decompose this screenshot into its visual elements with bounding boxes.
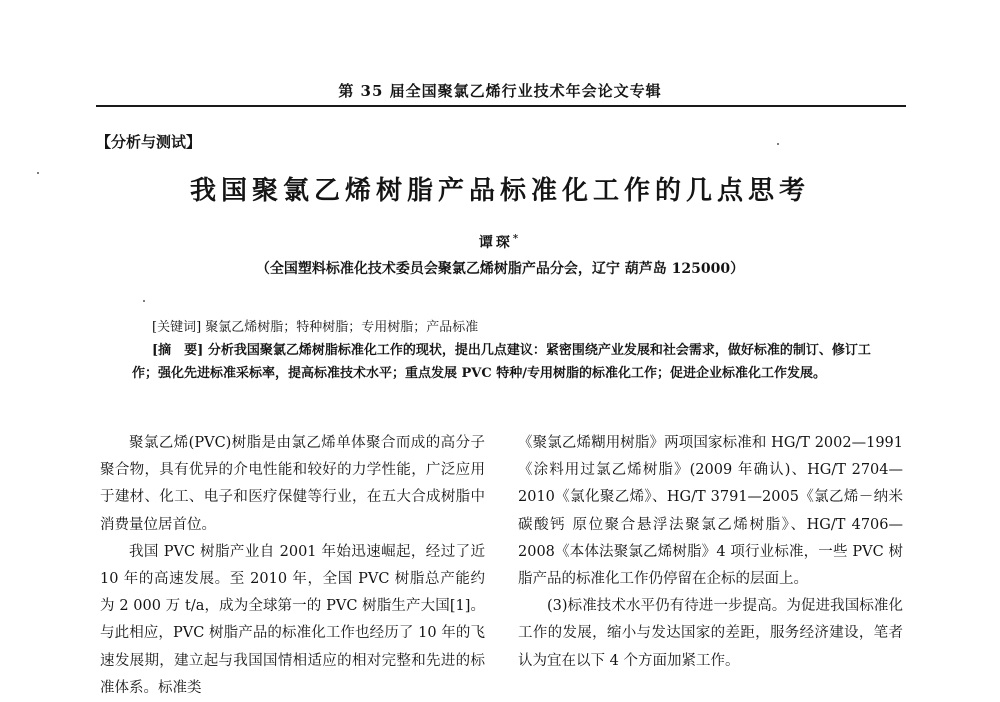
abstract: [摘 要] 分析我国聚氯乙烯树脂标准化工作的现状，提出几点建议：紧密围绕产业发展和社会需求，做好标准的制订、修订工作；强化先进标准采标率，提高标准技术水平；重点发展 PVC 特种/专用树脂的标准化工作；促进企业标准化工作发展。 bbox=[132, 343, 871, 381]
paper-title: 我国聚氯乙烯树脂产品标准化工作的几点思考 bbox=[189, 176, 810, 206]
paragraph: (3)标准技术水平仍有待进一步提高。为促进我国标准化工作的发展，缩小与发达国家的差距，服务经济建设，笔者认为宜在以下 4 个方面加紧工作。 bbox=[518, 598, 903, 669]
section-tag: 【分析与测试】 bbox=[96, 133, 202, 151]
keywords: [关键词] 聚氯乙烯树脂；特种树脂；专用树脂；产品标准 bbox=[152, 320, 479, 335]
running-head: 第 35 届全国聚氯乙烯行业技术年会论文专辑 bbox=[338, 82, 662, 100]
scan-speck bbox=[37, 172, 39, 174]
author-footnote-mark: * bbox=[512, 233, 522, 245]
body-column-left bbox=[100, 430, 485, 702]
affiliation: （全国塑料标准化技术委员会聚氯乙烯树脂产品分会，辽宁 葫芦岛 125000） bbox=[255, 261, 745, 277]
author-line bbox=[0, 232, 1000, 252]
paragraph: 聚氯乙烯(PVC)树脂是由氯乙烯单体聚合而成的高分子聚合物，具有优异的介电性能和较好的力学性能，广泛应用于建材、化工、电子和医疗保健等行业，在五大合成树脂中消费量位居首位。 bbox=[100, 435, 485, 533]
body-column-right bbox=[518, 430, 903, 675]
scan-speck bbox=[143, 300, 145, 302]
header-rule bbox=[96, 105, 906, 107]
paragraph: 《聚氯乙烯糊用树脂》两项国家标准和 HG/T 2002—1991《涂料用过氯乙烯树脂》(2009 年确认)、HG/T 2704—2010《氯化聚乙烯》、HG/T 3791—2005《氯乙烯－纳米碳酸钙 原位聚合悬浮法聚氯乙烯树脂》、HG/T 4706—2008《本体法聚氯乙烯树脂》4 项行业标准，一些 PVC 树脂产品的标准化工作仍停留在企标的层面上。 bbox=[518, 435, 903, 588]
scan-speck bbox=[777, 143, 779, 145]
author-name: 谭琛 bbox=[478, 235, 513, 251]
paragraph: 我国 PVC 树脂产业自 2001 年始迅速崛起，经过了近 10 年的高速发展。至 2010 年，全国 PVC 树脂总产能约为 2 000 万 t/a，成为全球第一的 PVC 树脂生产大国[1]。与此相应，PVC 树脂产品的标准化工作也经历了 10 年的飞速发展期，建立起与我国国情相适应的相对完整和先进的标准体系。标准类 bbox=[100, 543, 485, 696]
